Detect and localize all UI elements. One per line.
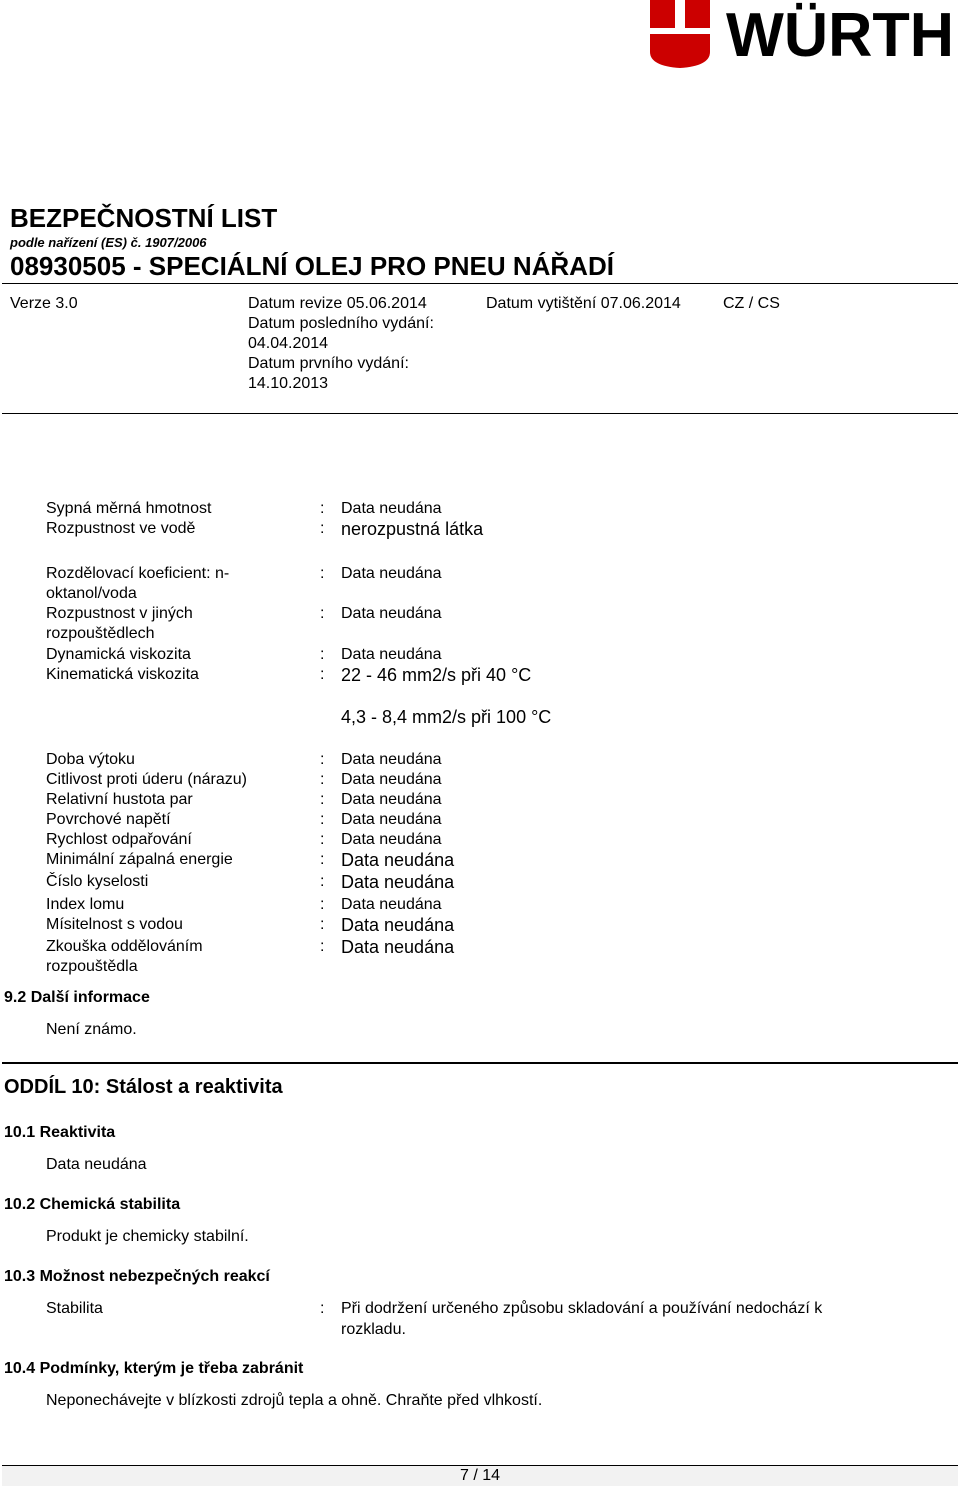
prop-colon: :	[320, 916, 325, 933]
prop-label: Kinematická viskozita	[46, 666, 199, 683]
prop-colon: :	[320, 500, 325, 517]
print-date: Datum vytištění 07.06.2014	[486, 295, 681, 312]
prop-value: Data neudána	[341, 811, 442, 828]
page-number: 7 / 14	[459, 1467, 501, 1484]
subsection-heading: 10.4 Podmínky, kterým je třeba zabránit	[4, 1360, 304, 1377]
product-title: 08930505 - SPECIÁLNÍ OLEJ PRO PNEU NÁŘADÍ	[10, 251, 614, 281]
stability-colon: :	[320, 1300, 325, 1317]
prop-label: Relativní hustota par	[46, 791, 193, 808]
prop-value-secondary: 4,3 - 8,4 mm2/s při 100 °C	[341, 707, 552, 727]
prop-value: Data neudána	[341, 915, 455, 935]
first-issue-date: 14.10.2013	[248, 375, 329, 392]
prop-label: Rychlost odpařování	[46, 831, 192, 848]
last-issue-label: Datum posledního vydání:	[248, 315, 434, 332]
prop-label: Citlivost proti úderu (nárazu)	[46, 771, 247, 788]
prop-colon: :	[320, 771, 325, 788]
subsection-heading: 10.3 Možnost nebezpečných reakcí	[4, 1268, 270, 1285]
prop-label: Mísitelnost s vodou	[46, 916, 183, 933]
prop-colon: :	[320, 605, 325, 622]
prop-value: Data neudána	[341, 850, 455, 870]
stability-label: Stabilita	[46, 1300, 103, 1317]
last-issue-date: 04.04.2014	[248, 335, 329, 352]
revision-date: Datum revize 05.06.2014	[248, 295, 427, 312]
prop-value: Data neudána	[341, 791, 442, 808]
prop-colon: :	[320, 896, 325, 913]
prop-colon: :	[320, 791, 325, 808]
prop-value: nerozpustná látka	[341, 519, 484, 539]
prop-value: Data neudána	[341, 872, 455, 892]
prop-value: Data neudána	[341, 831, 442, 848]
subsection-heading: 10.2 Chemická stabilita	[4, 1196, 181, 1213]
prop-label: Zkouška oddělováním rozpouštědla	[46, 938, 203, 975]
prop-value: Data neudána	[341, 565, 442, 582]
prop-colon: :	[320, 666, 325, 683]
prop-value: Data neudána	[341, 937, 455, 957]
subsection-heading: 9.2 Další informace	[4, 989, 150, 1006]
prop-label: Číslo kyselosti	[46, 873, 149, 890]
wurth-logo	[648, 0, 958, 70]
prop-value: Data neudána	[341, 771, 442, 788]
prop-value: Data neudána	[341, 500, 442, 517]
prop-colon: :	[320, 938, 325, 955]
locale: CZ / CS	[723, 295, 780, 312]
prop-colon: :	[320, 751, 325, 768]
prop-label: Minimální zápalná energie	[46, 851, 233, 868]
subsection-text: Není známo.	[46, 1021, 137, 1038]
section-rule	[2, 1062, 958, 1064]
meta-rule	[2, 413, 958, 414]
stability-value-cont: rozkladu.	[341, 1321, 406, 1338]
prop-colon: :	[320, 811, 325, 828]
prop-label: Rozpustnost ve vodě	[46, 520, 196, 537]
document-subtitle: podle nařízení (ES) č. 1907/2006	[10, 235, 207, 250]
prop-colon: :	[320, 646, 325, 663]
prop-value: 22 - 46 mm2/s při 40 °C	[341, 665, 532, 685]
prop-colon: :	[320, 851, 325, 868]
prop-label: Rozpustnost v jiných rozpouštědlech	[46, 605, 193, 642]
prop-label: Index lomu	[46, 896, 125, 913]
prop-value: Data neudána	[341, 646, 442, 663]
prop-value: Data neudána	[341, 605, 442, 622]
version: Verze 3.0	[10, 295, 78, 312]
prop-colon: :	[320, 520, 325, 537]
prop-colon: :	[320, 831, 325, 848]
subsection-heading: 10.1 Reaktivita	[4, 1124, 116, 1141]
logo-text: WÜRTH	[726, 1, 954, 70]
prop-label: Sypná měrná hmotnost	[46, 500, 212, 517]
section-title: ODDÍL 10: Stálost a reaktivita	[4, 1076, 283, 1098]
prop-colon: :	[320, 873, 325, 890]
stability-value: Při dodržení určeného způsobu skladování a používání nedochází k	[341, 1300, 823, 1317]
prop-label: Doba výtoku	[46, 751, 135, 768]
subsection-text: Produkt je chemicky stabilní.	[46, 1228, 249, 1245]
prop-value: Data neudána	[341, 751, 442, 768]
prop-label: Povrchové napětí	[46, 811, 171, 828]
header-rule	[2, 283, 958, 284]
document-title: BEZPEČNOSTNÍ LIST	[10, 203, 278, 233]
first-issue-label: Datum prvního vydání:	[248, 355, 409, 372]
prop-label: Rozdělovací koeficient: n-oktanol/voda	[46, 565, 230, 602]
prop-colon: :	[320, 565, 325, 582]
prop-label: Dynamická viskozita	[46, 646, 191, 663]
subsection-text: Neponechávejte v blízkosti zdrojů tepla a ohně. Chraňte před vlhkostí.	[46, 1392, 543, 1409]
subsection-text: Data neudána	[46, 1156, 147, 1173]
prop-value: Data neudána	[341, 896, 442, 913]
